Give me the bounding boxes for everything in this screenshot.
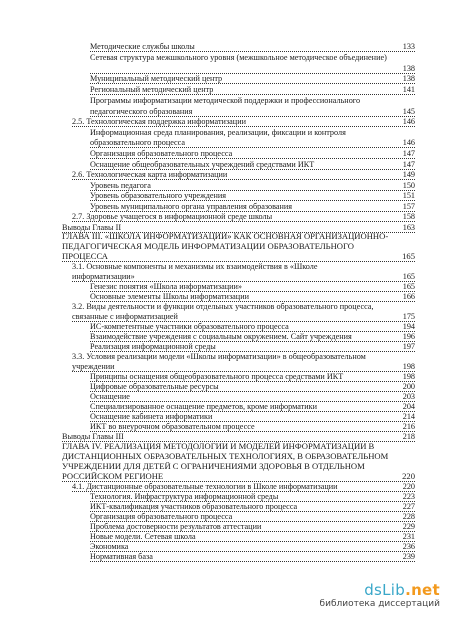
toc-page-number: 197 bbox=[402, 342, 415, 351]
toc-entry bbox=[90, 292, 415, 302]
toc-entry bbox=[72, 272, 415, 282]
toc-page-number: 149 bbox=[402, 170, 415, 179]
toc-entry-title: Генезис понятия «Школа информатизации» bbox=[90, 282, 242, 291]
toc-page-number: 231 bbox=[402, 532, 415, 541]
toc-entry bbox=[90, 181, 415, 191]
toc-entry bbox=[62, 252, 415, 262]
toc-entry-title: Уровень педагога bbox=[90, 181, 151, 190]
toc-entry-title: Проблема достоверности результатов аттестации bbox=[90, 522, 262, 531]
toc-page-number: 138 bbox=[402, 64, 415, 73]
watermark-logo bbox=[320, 582, 440, 599]
toc-entry bbox=[90, 532, 415, 542]
toc-entry bbox=[90, 53, 415, 62]
toc-entry bbox=[90, 342, 415, 352]
toc-entry bbox=[72, 170, 415, 180]
toc-entry bbox=[90, 422, 415, 432]
toc-entry-title: Выводы Главы II bbox=[62, 223, 122, 232]
toc-page-number: 146 bbox=[402, 138, 415, 147]
toc-page-number: 166 bbox=[402, 292, 415, 301]
toc-entry-title: Оснащение общеобразовательных учреждений средствами ИКТ bbox=[90, 160, 315, 169]
toc-entry bbox=[90, 332, 415, 342]
toc-page-number: 175 bbox=[402, 312, 415, 321]
watermark-subtitle: библиотека диссертаций bbox=[319, 599, 440, 609]
toc-page-number: 194 bbox=[402, 322, 415, 331]
toc-entry-title: Реализация информационной среды bbox=[90, 342, 216, 351]
toc-entry bbox=[90, 138, 415, 148]
toc-page-number: 163 bbox=[402, 223, 415, 232]
toc-page-number: 239 bbox=[402, 552, 415, 561]
toc-entry-title: Новые модели. Сетевая школа bbox=[90, 532, 196, 541]
toc-page-number: 147 bbox=[402, 149, 415, 158]
toc-entry-title: ПРОЦЕССА bbox=[62, 252, 108, 261]
toc-entry-title: ДИСТАНЦИОННЫХ ОБРАЗОВАТЕЛЬНЫХ ТЕХНОЛОГИЯХ, В ОБРАЗОВАТЕЛЬНОМ bbox=[62, 452, 389, 461]
watermark bbox=[320, 582, 440, 610]
toc-page-number: 204 bbox=[402, 402, 415, 411]
toc-page-number: 158 bbox=[402, 212, 415, 221]
toc-page-number: 200 bbox=[402, 382, 415, 391]
toc-entry bbox=[62, 232, 415, 241]
toc-entry-title: информатизации» bbox=[72, 272, 135, 281]
toc-entry bbox=[90, 74, 415, 84]
toc-entry bbox=[90, 85, 415, 95]
toc-entry bbox=[62, 432, 415, 442]
toc-page-number: 227 bbox=[402, 502, 415, 511]
toc-entry-title: РОССИЙСКОМ РЕГИОНЕ bbox=[62, 472, 164, 481]
toc-entry-title: Сетевая структура межшкольного уровня (межшкольное методическое объединение) bbox=[90, 53, 387, 62]
toc-entry-title: Программы информатизации методической поддержки и профессионального bbox=[90, 96, 361, 105]
toc-entry-title: Муниципальный методический центр bbox=[90, 74, 223, 83]
toc-page-number: 214 bbox=[402, 412, 415, 421]
toc-entry bbox=[90, 522, 415, 532]
toc-page-number: 165 bbox=[402, 282, 415, 291]
toc-page-number: 138 bbox=[402, 74, 415, 83]
toc-entry-title: УЧРЕЖДЕНИИ ДЛЯ ДЕТЕЙ С ОГРАНИЧЕНИЯМИ ЗДОРОВЬЯ В ОТДЕЛЬНОМ bbox=[62, 462, 365, 471]
toc-entry bbox=[62, 472, 415, 482]
toc-entry bbox=[72, 312, 415, 322]
toc-page-number: 133 bbox=[402, 42, 415, 51]
toc-entry bbox=[90, 96, 415, 105]
toc-entry-title: Оснащение bbox=[90, 392, 130, 401]
toc-entry bbox=[62, 442, 415, 451]
toc-entry bbox=[90, 191, 415, 201]
toc-page-number: 196 bbox=[402, 332, 415, 341]
toc-page-number: 220 bbox=[402, 482, 415, 491]
toc-entry-title: ПЕДАГОГИЧЕСКАЯ МОДЕЛЬ ИНФОРМАТИЗАЦИИ ОБРАЗОВАТЕЛЬНОГО bbox=[62, 242, 354, 251]
toc-page-number: 146 bbox=[402, 117, 415, 126]
toc-entry-title: ГЛАВА IV. РЕАЛИЗАЦИЯ МЕТОДОЛОГИИ И МОДЕЛЕЙ ИНФОРМАТИЗАЦИИ В bbox=[62, 442, 375, 451]
toc-entry-title: связанные с информатизацией bbox=[72, 312, 178, 321]
toc-entry-title: ГЛАВА III. «ШКОЛА ИНФОРМАТИЗАЦИИ» КАК ОСНОВНАЯ ОРГАНИЗАЦИОННО- bbox=[62, 232, 389, 241]
toc-entry bbox=[90, 42, 415, 52]
toc-page-number: 150 bbox=[402, 181, 415, 190]
toc-entry-title: Выводы Главы III bbox=[62, 432, 124, 441]
toc-entry bbox=[72, 212, 415, 222]
toc-page-number: 165 bbox=[402, 272, 415, 281]
toc-page-number: 218 bbox=[402, 432, 415, 441]
toc-entry-title: Экономика bbox=[90, 542, 129, 551]
toc-entry bbox=[72, 262, 415, 271]
toc-page-number: 198 bbox=[402, 362, 415, 371]
toc-entry bbox=[72, 302, 415, 311]
toc-page-number: 229 bbox=[402, 522, 415, 531]
toc-entry bbox=[90, 552, 415, 562]
toc-entry-title: Уровень образовательного учреждения bbox=[90, 191, 227, 200]
toc-entry bbox=[90, 412, 415, 422]
toc-page-number: 203 bbox=[402, 392, 415, 401]
toc-page-number: 165 bbox=[402, 252, 415, 261]
toc-entry-title: Цифровые образовательные ресурсы bbox=[90, 382, 219, 391]
toc-entry bbox=[90, 202, 415, 212]
toc-entry bbox=[90, 512, 415, 522]
toc-entry bbox=[90, 160, 415, 170]
toc-entry bbox=[90, 542, 415, 552]
toc-entry-title: ИКТ во внеурочном образовательном процессе bbox=[90, 422, 255, 431]
toc-entry bbox=[90, 128, 415, 137]
toc-entry-title: Уровень муниципального органа управления образования bbox=[90, 202, 293, 211]
toc-page-number: 141 bbox=[402, 85, 415, 94]
toc-entry bbox=[62, 452, 415, 461]
toc-entry-title: Региональный методический центр bbox=[90, 85, 214, 94]
toc-entry-title: ИКТ-квалификация участников образовательного процесса bbox=[90, 502, 298, 511]
toc-entry-title: 2.5. Технологическая поддержка информатизации bbox=[72, 117, 246, 126]
toc-entry-title: Организация образовательного процесса bbox=[90, 512, 233, 521]
toc-entry-title: Принципы оснащения общеобразовательного процесса средствами ИКТ bbox=[90, 372, 344, 381]
toc-entry bbox=[90, 492, 415, 502]
toc-entry-title: Оснащение кабинета информатики bbox=[90, 412, 213, 421]
toc-entry-title: Нормативная база bbox=[90, 552, 153, 561]
toc-entry-title: 3.2. Виды деятельности и функции отдельных участников образовательного процесса, bbox=[72, 302, 374, 311]
toc-entry-title: Информационная среда планирования, реализации, фиксации и контроля bbox=[90, 128, 346, 137]
toc-entry bbox=[90, 372, 415, 382]
toc-entry bbox=[72, 482, 415, 492]
toc-entry bbox=[90, 392, 415, 402]
toc-page-number: 147 bbox=[402, 160, 415, 169]
toc-entry bbox=[90, 107, 415, 117]
toc-entry bbox=[90, 322, 415, 332]
toc-entry bbox=[90, 64, 415, 74]
toc-entry bbox=[62, 462, 415, 471]
toc-page-number: 223 bbox=[402, 492, 415, 501]
toc-entry bbox=[72, 117, 415, 127]
toc-entry bbox=[90, 502, 415, 512]
toc-entry bbox=[90, 402, 415, 412]
toc-entry-title: Взаимодействие учреждения с социальным окружением. Сайт учреждения bbox=[90, 332, 352, 341]
toc-entry-title: учреждении bbox=[72, 362, 115, 371]
toc-entry-title: 2.6. Технологическая карта информатизации bbox=[72, 170, 228, 179]
toc-entry-title: Специализированное оснащение предметов, кроме информатики bbox=[90, 402, 317, 411]
toc-entry bbox=[90, 149, 415, 159]
toc-entry-title: Технология. Инфраструктура информационной среды bbox=[90, 492, 279, 501]
toc-entry-title: образовательного процесса bbox=[90, 138, 186, 147]
toc-entry bbox=[90, 282, 415, 292]
watermark-logo-suffix: .net bbox=[405, 581, 440, 599]
toc-page-number: 228 bbox=[402, 512, 415, 521]
toc-entry-title: Методические службы школы bbox=[90, 42, 195, 51]
toc-entry-title: 3.1. Основные компоненты и механизмы их взаимодействия в «Школе bbox=[72, 262, 318, 271]
toc-entry bbox=[62, 242, 415, 251]
toc-page-number: 236 bbox=[402, 542, 415, 551]
toc-entry-title: 2.7. Здоровье учащегося в информационной среде школы bbox=[72, 212, 273, 221]
toc-entry bbox=[72, 352, 415, 361]
toc-page-number: 157 bbox=[402, 202, 415, 211]
toc-entry bbox=[90, 382, 415, 392]
toc-entry-title: 4.1. Дистанционные образовательные технологии в Школе информатизации bbox=[72, 482, 338, 491]
toc-page-number: 198 bbox=[402, 372, 415, 381]
toc-page-number: 216 bbox=[402, 422, 415, 431]
toc-entry-title: Организация образовательного процесса bbox=[90, 149, 233, 158]
toc-page-number: 220 bbox=[402, 472, 415, 481]
toc-entry-title: 3.3. Условия реализации модели «Школы информатизации» в общеобразовательном bbox=[72, 352, 366, 361]
toc-page-number: 151 bbox=[402, 191, 415, 200]
toc-entry-title: педагогического образования bbox=[90, 107, 193, 116]
watermark-logo-prefix: dsLib bbox=[364, 581, 406, 599]
toc-entry-title: ИС-компетентные участники образовательного процесса bbox=[90, 322, 289, 331]
toc-page-number: 145 bbox=[402, 107, 415, 116]
toc-entry-title: Основные элементы Школы информатизации bbox=[90, 292, 249, 301]
toc-entry bbox=[72, 362, 415, 372]
